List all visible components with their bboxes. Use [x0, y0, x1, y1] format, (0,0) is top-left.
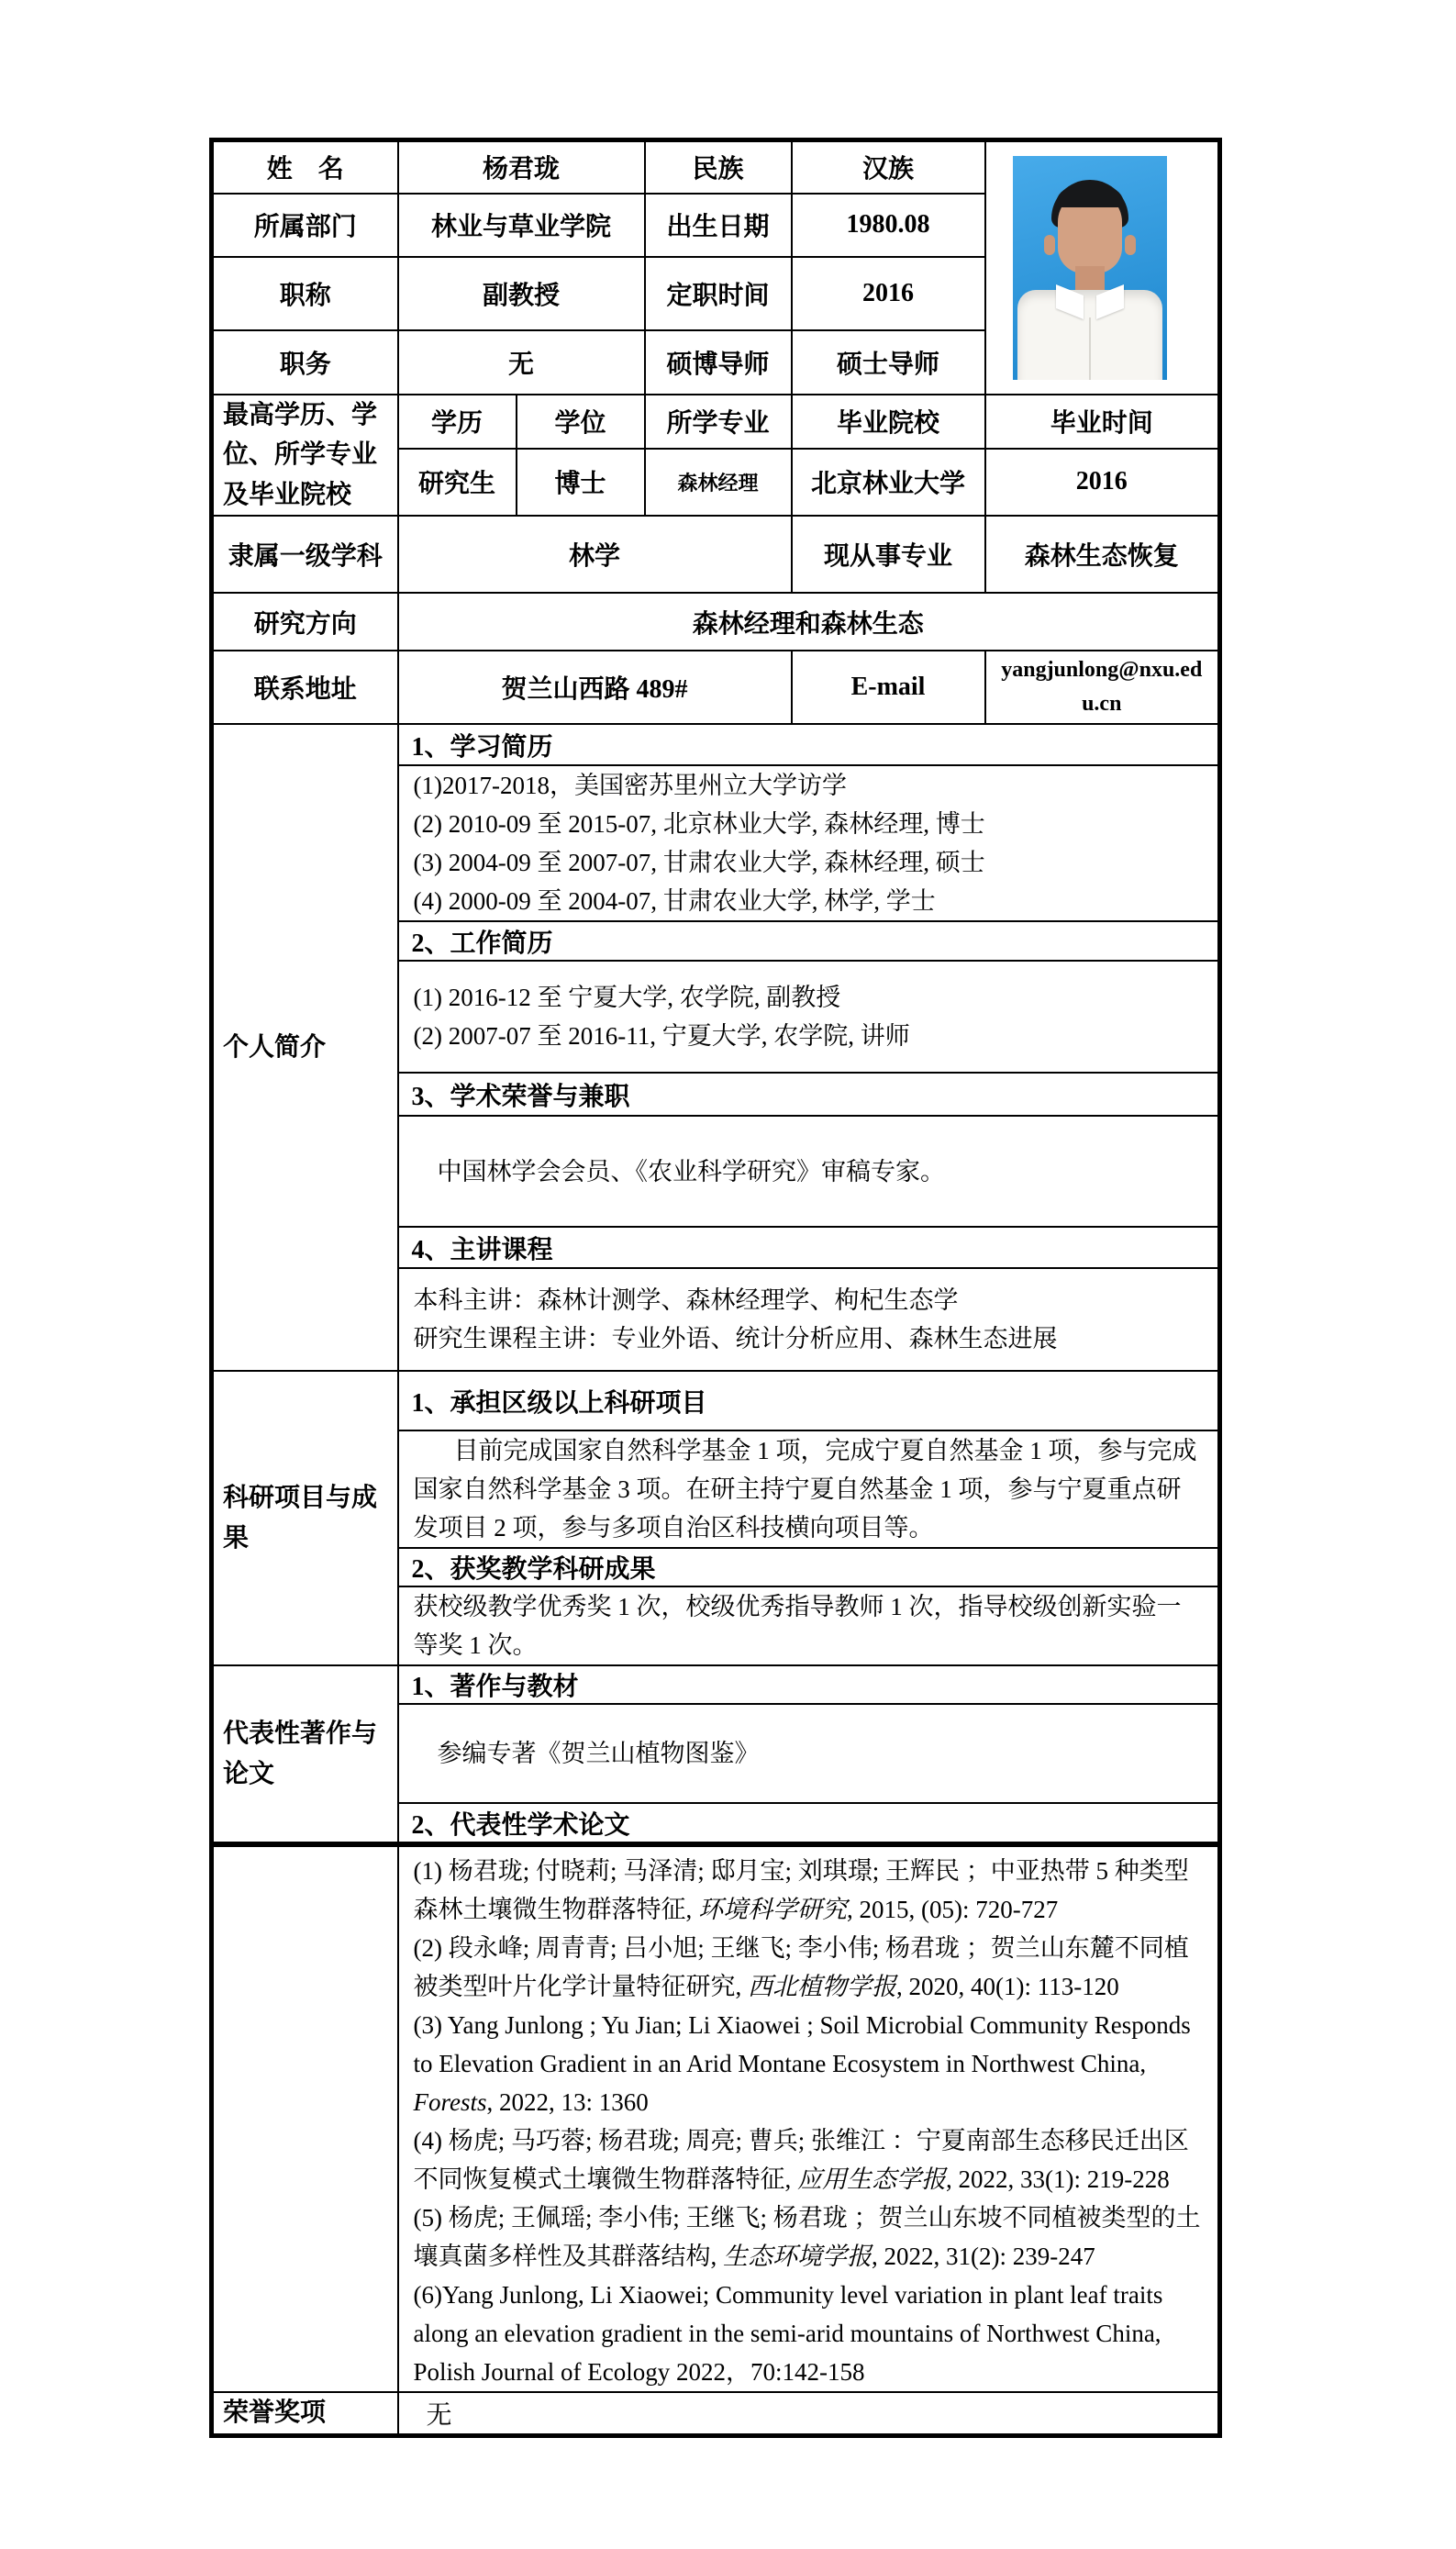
paper-text: , 2015, (05): 720-727 — [847, 1896, 1059, 1924]
paper-text: , 2022, 33(1): 219-228 — [946, 2165, 1170, 2194]
papers-empty-label-cell — [212, 1844, 398, 2392]
paper-item — [414, 1852, 1204, 1929]
journal-name: Forests — [413, 2088, 487, 2117]
profile-course-header: 4、主讲课程 — [398, 1227, 1220, 1268]
journal-name: 环境科学研究 — [698, 1896, 847, 1924]
email-label: E-mail — [792, 651, 985, 724]
text-line: 研究生课程主讲：专业外语、统计分析应用、森林生态进展 — [413, 1325, 1058, 1353]
ethnicity-label: 民族 — [645, 140, 792, 194]
cv-table — [209, 138, 1222, 2438]
profile-work-items — [398, 961, 1220, 1073]
diploma-value: 博士 — [517, 449, 645, 516]
paper-item — [414, 1929, 1204, 2006]
row-project-header — [212, 1371, 1220, 1430]
profile-work-header: 2、工作简历 — [398, 921, 1220, 961]
mentor-label: 硕博导师 — [645, 330, 792, 395]
photo-fringe — [1056, 187, 1124, 207]
paper-text: (6)Yang Junlong, Li Xiaowei; Community level variation in plant leaf traits along an elevation gradient in the semi-arid mountains of Northwest China, Polish Journal of Ecology 2022，70:142-158 — [413, 2281, 1163, 2387]
text-line: (1) 2016-12 至 宁夏大学, 农学院, 副教授 — [413, 984, 841, 1012]
text-line: (4) 2000-09 至 2004-07, 甘肃农业大学, 林学, 学士 — [413, 887, 936, 916]
profile-section-label: 个人简介 — [212, 724, 398, 1371]
award-header: 2、获奖教学科研成果 — [398, 1548, 1220, 1586]
major-col-label: 所学专业 — [645, 395, 792, 449]
award-text: 获校级教学优秀奖 1 次，校级优秀指导教师 1 次，指导校级创新实验一等奖 1 次。 — [398, 1586, 1220, 1665]
duty-label: 职务 — [212, 330, 398, 395]
paper-text: , 2020, 40(1): 113-120 — [896, 1973, 1119, 2001]
text-line: (2) 2007-07 至 2016-11, 宁夏大学, 农学院, 讲师 — [413, 1022, 910, 1051]
duty-value: 无 — [398, 330, 645, 395]
paper-item — [414, 2276, 1204, 2391]
paper-item — [414, 2198, 1204, 2276]
project-text: 目前完成国家自然科学基金 1 项，完成宁夏自然基金 1 项，参与完成国家自然科学基金 3 项。在研主持宁夏自然基金 1 项，参与宁夏重点研发项目 2 项，参与多项自治区科技横向项目等。 — [398, 1430, 1220, 1548]
photo — [1013, 156, 1167, 380]
profile-course-items — [398, 1268, 1220, 1371]
school-value: 北京林业大学 — [792, 449, 985, 516]
paper-item — [414, 2006, 1204, 2121]
text-line: (2) 2010-09 至 2015-07, 北京林业大学, 森林经理, 博士 — [413, 810, 985, 839]
row-honors — [212, 2392, 1220, 2435]
mentor-value: 硕士导师 — [792, 330, 985, 395]
row-name — [212, 140, 1220, 194]
row-book-header — [212, 1665, 1220, 1704]
paper-text: (5) 杨虎; 王佩瑶; 李小伟; 王继飞; 杨君珑 ；贺兰山东坡不同植被类型的土壤真菌多样性及其群落结构, — [413, 2204, 1201, 2271]
paper-text: (2) 段永峰; 周青青; 吕小旭; 王继飞; 李小伟; 杨君珑 ；贺兰山东麓不同植被类型叶片化学计量特征研究, — [413, 1934, 1189, 2001]
address-value: 贺兰山西路 489# — [398, 651, 792, 724]
photo-placket — [1089, 317, 1091, 380]
current-major-value: 森林生态恢复 — [985, 516, 1220, 593]
honors-row-label: 荣誉奖项 — [212, 2392, 398, 2435]
text-line: (3) 2004-09 至 2007-07, 甘肃农业大学, 森林经理, 硕士 — [413, 849, 985, 877]
major-value: 森林经理 — [645, 449, 792, 516]
department-label: 所属部门 — [212, 194, 398, 257]
paper-text: , 2022, 31(2): 239-247 — [872, 2243, 1095, 2271]
email-value: yangjunlong@nxu.edu.cn — [985, 651, 1220, 724]
name-value: 杨君珑 — [398, 140, 645, 194]
title-time-label: 定职时间 — [645, 257, 792, 330]
paper-text: (4) 杨虎; 马巧蓉; 杨君珑; 周亮; 曹兵; 张维江 ：宁夏南部生态移民迁出区不同恢复模式土壤微生物群落特征, — [413, 2127, 1189, 2194]
book-text: 参编专著《贺兰山植物图鉴》 — [398, 1704, 1220, 1803]
text-line: 本科主讲：森林计测学、森林经理学、枸杞生态学 — [413, 1286, 959, 1315]
department-value: 林业与草业学院 — [398, 194, 645, 257]
profile-honor-text: 中国林学会会员、《农业科学研究》审稿专家。 — [398, 1116, 1220, 1227]
row-discipline — [212, 516, 1220, 593]
row-education-header — [212, 395, 1220, 449]
title-value: 副教授 — [398, 257, 645, 330]
photo-ear — [1044, 235, 1055, 255]
project-header: 1、承担区级以上科研项目 — [398, 1371, 1220, 1430]
paper-header: 2、代表性学术论文 — [398, 1803, 1220, 1844]
discipline-value: 林学 — [398, 516, 792, 593]
honors-row-value: 无 — [398, 2392, 1220, 2435]
publications-label: 代表性著作与论文 — [212, 1665, 398, 1844]
birth-label: 出生日期 — [645, 194, 792, 257]
school-col-label: 毕业院校 — [792, 395, 985, 449]
title-time-value: 2016 — [792, 257, 985, 330]
journal-name: 西北植物学报 — [748, 1973, 896, 2001]
graduation-time-value: 2016 — [985, 449, 1220, 516]
text-line: (1)2017-2018，美国密苏里州立大学访学 — [413, 772, 847, 800]
research-direction-value: 森林经理和森林生态 — [398, 593, 1220, 651]
title-label: 职称 — [212, 257, 398, 330]
research-projects-label: 科研项目与成果 — [212, 1371, 398, 1665]
birth-value: 1980.08 — [792, 194, 985, 257]
book-header: 1、著作与教材 — [398, 1665, 1220, 1704]
profile-edu-header: 1、学习简历 — [398, 724, 1220, 765]
papers-list — [398, 1844, 1220, 2392]
journal-name: 生态环境学报 — [723, 2243, 872, 2271]
address-label: 联系地址 — [212, 651, 398, 724]
journal-name: 应用生态学报 — [797, 2165, 946, 2194]
paper-text: (3) Yang Junlong ; Yu Jian; Li Xiaowei ; Soil Microbial Community Responds to Elevation Gradient in an Arid Montane Ecosystem in Northwest China, — [413, 2011, 1191, 2078]
photo-ear — [1125, 235, 1136, 255]
research-direction-label: 研究方向 — [212, 593, 398, 651]
name-label: 姓 名 — [212, 140, 398, 194]
discipline-label: 隶属一级学科 — [212, 516, 398, 593]
row-profile-edu-header — [212, 724, 1220, 765]
current-major-label: 现从事专业 — [792, 516, 985, 593]
degree-col-label: 学历 — [398, 395, 517, 449]
diploma-col-label: 学位 — [517, 395, 645, 449]
photo-cell — [985, 140, 1220, 395]
education-group-label: 最高学历、学位、所学专业及毕业院校 — [212, 395, 398, 516]
paper-item — [414, 2121, 1204, 2198]
degree-value: 研究生 — [398, 449, 517, 516]
paper-text: (1) 杨君珑; 付晓莉; 马泽清; 邸月宝; 刘琪璟; 王辉民 ；中亚热带 5 种类型森林土壤微生物群落特征, — [413, 1857, 1189, 1924]
profile-edu-items — [398, 765, 1220, 921]
profile-honor-header: 3、学术荣誉与兼职 — [398, 1073, 1220, 1116]
ethnicity-value: 汉族 — [792, 140, 985, 194]
row-contact — [212, 651, 1220, 724]
time-col-label: 毕业时间 — [985, 395, 1220, 449]
paper-text: , 2022, 13: 1360 — [486, 2088, 649, 2117]
row-research-direction — [212, 593, 1220, 651]
row-papers — [212, 1844, 1220, 2392]
